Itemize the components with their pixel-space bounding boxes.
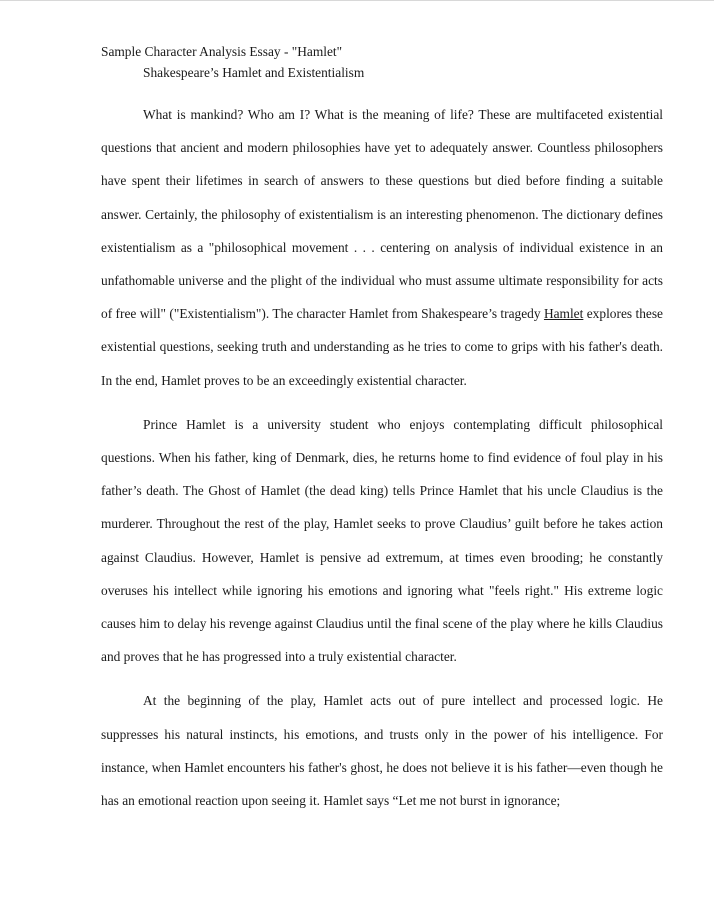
paragraph-1-text-before: What is mankind? Who am I? What is the meaning of life? These are multifaceted existential questions that ancient and modern philosophies have yet to adequately answer. Countless philosophers have spent their lifetimes in search of answers to these questions but died before finding a suitable answer. Certainly, the philosophy of existentialism is an interesting phenomenon. The dictionary defines existentialism as a "philosophical movement . . . centering on analysis of individual existence in an unfathomable universe and the plight of the individual who must assume ultimate responsibility for acts of free will" ("Existentialism"). The character Hamlet from Shakespeare’s tragedy — [101, 107, 663, 322]
essay-title: Shakespeare’s Hamlet and Existentialism — [143, 65, 365, 80]
paragraph-3: At the beginning of the play, Hamlet acts out of pure intellect and processed logic. He suppresses his natural instincts, his emotions, and trusts only in the power of his intelligence. For instance, when Hamlet encounters his father's ghost, he does not believe it is his father—even though he has an emotional reaction upon seeing it. Hamlet says “Let me not burst in ignorance; — [101, 693, 663, 809]
document-header-line: Sample Character Analysis Essay - "Hamlet" — [101, 44, 343, 59]
paragraph-2: Prince Hamlet is a university student who enjoys contemplating difficult philosophical questions. When his father, king of Denmark, dies, he returns home to find evidence of foul play in his father’s death. The Ghost of Hamlet (the dead king) tells Prince Hamlet that his uncle Claudius is the murderer. Throughout the rest of the play, Hamlet seeks to prove Claudius’ guilt before he takes action against Claudius. However, Hamlet is pensive ad extremum, at times even brooding; he constantly overuses his intellect while ignoring his emotions and ignoring what "feels right." His extreme logic causes him to delay his revenge against Claudius until the final scene of the play where he kills Claudius and proves that he has progressed into a truly existential character. — [101, 416, 663, 665]
essay-body — [101, 41, 663, 817]
paragraph-1 — [101, 98, 663, 397]
hamlet-title-underlined: Hamlet — [543, 306, 584, 322]
paragraph-1-text-after: explores these existential questions, seeking truth and understanding as he tries to come to grips with his father's death. In the end, Hamlet proves to be an exceedingly existential character. — [101, 306, 663, 388]
